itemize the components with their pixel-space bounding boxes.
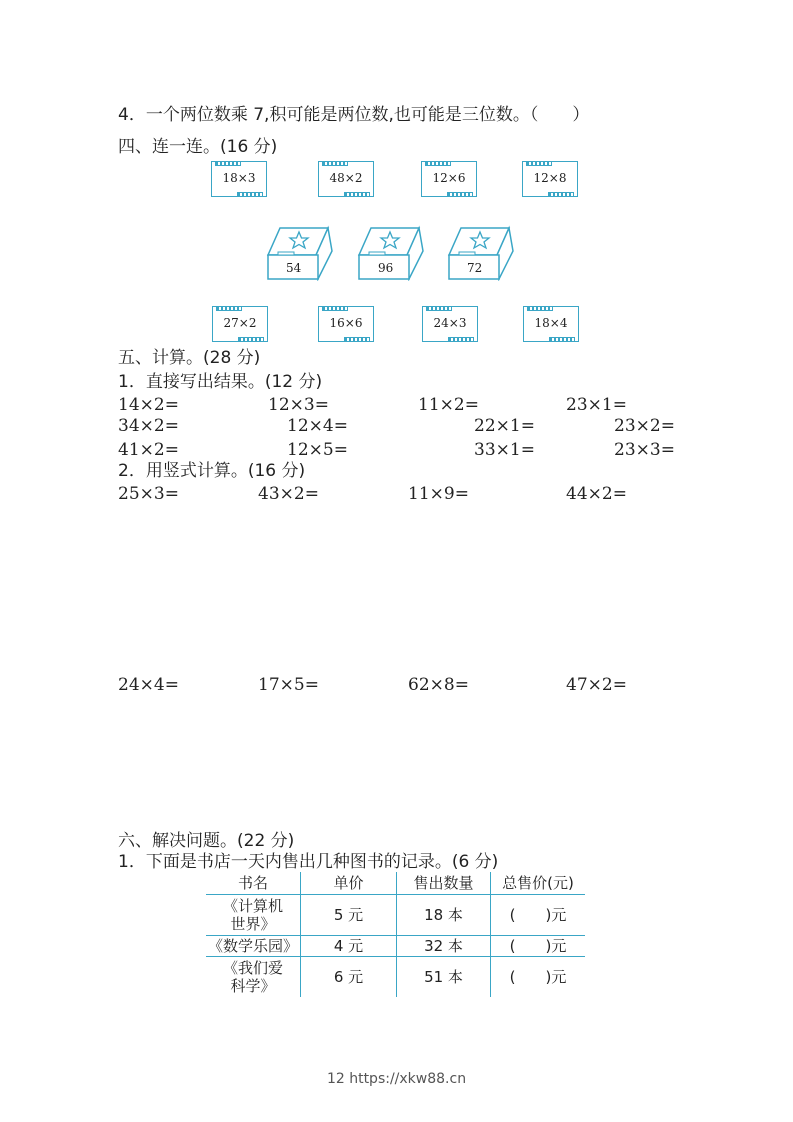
subsection-2-title: 2．用竖式计算。(16 分): [118, 461, 306, 481]
book-name: 《计算机世界》: [206, 895, 301, 936]
card-label: 16×6: [329, 316, 363, 330]
card-top-2[interactable]: [318, 161, 374, 197]
table-row: [206, 957, 585, 998]
quantity: 32 本: [397, 936, 491, 957]
header-cell: 单价: [301, 872, 397, 895]
house-number: 72: [467, 261, 483, 275]
header-cell: 售出数量: [397, 872, 491, 895]
expr: 12×3=: [268, 395, 329, 415]
card-bottom-4[interactable]: [523, 306, 579, 342]
card-label: 24×3: [433, 316, 467, 330]
quantity: 18 本: [397, 895, 491, 936]
card-label: 48×2: [329, 171, 363, 185]
card-label: 18×3: [222, 171, 256, 185]
house-3[interactable]: [447, 225, 517, 281]
quantity: 51 本: [397, 957, 491, 998]
expr: 44×2=: [566, 484, 627, 504]
house-1[interactable]: [266, 225, 336, 281]
table-header-row: [206, 872, 585, 895]
table-row: [206, 895, 585, 936]
card-bottom-2[interactable]: [318, 306, 374, 342]
book-name: 《数学乐园》: [206, 936, 301, 957]
card-bottom-3[interactable]: [422, 306, 478, 342]
card-label: 12×6: [432, 171, 466, 185]
total-blank[interactable]: ( )元: [491, 957, 586, 998]
expr: 17×5=: [258, 675, 319, 695]
house-number: 54: [286, 261, 302, 275]
card-label: 12×8: [533, 171, 567, 185]
header-cell: 书名: [206, 872, 301, 895]
card-label: 27×2: [223, 316, 257, 330]
house-2[interactable]: [357, 225, 427, 281]
subsection-1-title: 1．直接写出结果。(12 分): [118, 372, 323, 392]
section-4-title: 四、连一连。(16 分): [118, 137, 278, 157]
total-blank[interactable]: ( )元: [491, 936, 586, 957]
sales-table: [206, 872, 585, 997]
unit-price: 5 元: [301, 895, 397, 936]
section-5-title: 五、计算。(28 分): [118, 348, 261, 368]
book-name: 《我们爱科学》: [222, 959, 283, 995]
expr: 47×2=: [566, 675, 627, 695]
question-6-1: 1．下面是书店一天内售出几种图书的记录。(6 分): [118, 852, 499, 872]
page-footer: 12 https://xkw88.cn: [326, 1071, 467, 1087]
expr: 24×4=: [118, 675, 179, 695]
expr: 33×1=: [474, 440, 535, 460]
expr: 43×2=: [258, 484, 319, 504]
expr: 14×2=: [118, 395, 179, 415]
expr: 23×1=: [566, 395, 627, 415]
expr: 62×8=: [408, 675, 469, 695]
expr: 25×3=: [118, 484, 179, 504]
card-top-3[interactable]: [421, 161, 477, 197]
section-6-title: 六、解决问题。(22 分): [118, 831, 295, 851]
card-top-4[interactable]: [522, 161, 578, 197]
expr: 41×2=: [118, 440, 179, 460]
expr: 11×2=: [418, 395, 479, 415]
unit-price: 6 元: [301, 957, 397, 998]
expr: 23×2=: [614, 416, 675, 436]
expr: 12×4=: [287, 416, 348, 436]
expr: 22×1=: [474, 416, 535, 436]
expr: 11×9=: [408, 484, 469, 504]
question-4: 4．一个两位数乘 7,积可能是两位数,也可能是三位数。（ ）: [118, 105, 590, 125]
header-cell: 总售价(元): [491, 872, 586, 895]
card-label: 18×4: [534, 316, 568, 330]
unit-price: 4 元: [301, 936, 397, 957]
expr: 34×2=: [118, 416, 179, 436]
table-row: [206, 936, 585, 957]
card-top-1[interactable]: [211, 161, 267, 197]
expr: 12×5=: [287, 440, 348, 460]
card-bottom-1[interactable]: [212, 306, 268, 342]
total-blank[interactable]: ( )元: [491, 895, 586, 936]
house-number: 96: [378, 261, 394, 275]
expr: 23×3=: [614, 440, 675, 460]
